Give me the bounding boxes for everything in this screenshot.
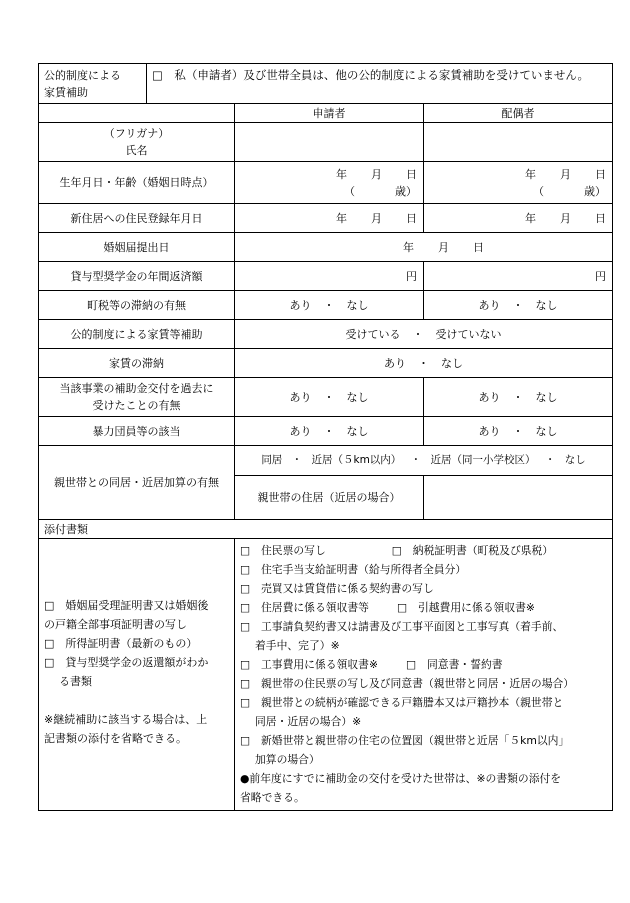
attach-left-note-line1: ※継続補助に該当する場合は、上: [44, 713, 208, 726]
spouse-past-grant-options[interactable]: [424, 378, 613, 417]
option-cohabit[interactable]: 同居: [261, 454, 283, 466]
applicant-birth-field[interactable]: [235, 162, 424, 204]
past-grant-label: [39, 378, 235, 417]
birth-month-label: 月: [371, 167, 382, 181]
parents-address-label: 親世帯の住居（近居の場合）: [235, 476, 424, 520]
header-spouse: 配偶者: [424, 104, 613, 123]
option-separator: ・: [291, 454, 303, 466]
residence-row: [39, 204, 613, 233]
attach-moving-receipt[interactable]: □ 引越費用に係る領収書※: [396, 601, 535, 614]
marriage-day-label: 日: [473, 240, 484, 254]
age-close: 歳）: [395, 184, 417, 198]
past-grant-row: [39, 378, 613, 417]
attach-right-note-line2: 省略できる。: [240, 791, 305, 804]
parents-address-field[interactable]: [424, 476, 613, 520]
applicant-residence-field[interactable]: [235, 204, 424, 233]
option-separator: ・: [410, 454, 422, 466]
birth-label: 生年月日・年齢（婚姻日時点）: [39, 162, 235, 204]
attach-scholarship-doc-cont: る書類: [59, 675, 92, 688]
option-yes[interactable]: あり: [289, 390, 312, 404]
option-separator: ・: [323, 298, 335, 312]
past-grant-label-line2: 受けたことの有無: [92, 399, 181, 412]
option-separator: ・: [323, 424, 335, 438]
public-subsidy-statement[interactable]: □ 私（申請者）及び世帯全員は、他の公的制度による家賃補助を受けていません。: [147, 64, 613, 104]
residence-year-label: 年: [336, 211, 347, 225]
parents-label: 親世帯との同居・近居加算の有無: [39, 446, 235, 520]
age-open: （: [533, 184, 544, 198]
yen-unit: 円: [406, 269, 417, 283]
attach-location-map-cont: 加算の場合）: [255, 753, 320, 766]
option-no[interactable]: なし: [346, 298, 369, 312]
option-not-receiving[interactable]: 受けていない: [435, 327, 502, 341]
rent-arrears-label: 家賃の滞納: [39, 349, 235, 378]
attach-location-map[interactable]: □ 新婚世帯と親世帯の住宅の位置図（親世帯と近居「５km以内」: [240, 734, 570, 747]
birth-row: [39, 162, 613, 204]
residence-day-label: 日: [406, 211, 417, 225]
residence-month-label: 月: [371, 211, 382, 225]
applicant-name-field[interactable]: [235, 123, 424, 162]
birth-day-label: 日: [595, 167, 606, 181]
tax-row: [39, 291, 613, 320]
attach-tax-cert[interactable]: □ 納税証明書（町税及び県税）: [391, 544, 554, 557]
public-subsidy-label-line2: 家賃補助: [44, 86, 88, 99]
attach-marriage-cert-cont: の戸籍全部事項証明書の写し: [44, 618, 187, 631]
option-no[interactable]: なし: [535, 424, 558, 438]
housing-aid-row: [39, 320, 613, 349]
attachments-heading-row: [39, 520, 613, 539]
header-blank: [39, 104, 235, 123]
birth-month-label: 月: [560, 167, 571, 181]
spouse-tax-options[interactable]: [424, 291, 613, 320]
tax-label: 町税等の滞納の有無: [39, 291, 235, 320]
option-yes[interactable]: あり: [289, 298, 312, 312]
attach-construction-receipt[interactable]: □ 工事費用に係る領収書※: [240, 658, 379, 671]
option-receiving[interactable]: 受けている: [345, 327, 401, 341]
past-grant-label-line1: 当該事業の補助金交付を過去に: [59, 382, 214, 395]
public-subsidy-label-line1: 公的制度による: [44, 69, 121, 82]
spouse-gang-options[interactable]: [424, 417, 613, 446]
name-row: [39, 123, 613, 162]
parents-options[interactable]: [235, 446, 613, 476]
gang-row: [39, 417, 613, 446]
attachments-right: [235, 539, 613, 811]
birth-day-label: 日: [406, 167, 417, 181]
attach-housing-receipt[interactable]: □ 住居費に係る領収書等: [240, 601, 369, 614]
option-near-5km[interactable]: 近居（５km以内）: [311, 454, 402, 466]
yen-unit: 円: [595, 269, 606, 283]
marriage-label: 婚姻届提出日: [39, 233, 235, 262]
age-open: （: [344, 184, 355, 198]
rent-arrears-row: [39, 349, 613, 378]
marriage-year-label: 年: [403, 240, 414, 254]
residence-year-label: 年: [525, 211, 536, 225]
spouse-name-field[interactable]: [424, 123, 613, 162]
housing-aid-options[interactable]: [235, 320, 613, 349]
option-near-school-district[interactable]: 近居（同一小学校区）: [430, 454, 536, 466]
applicant-gang-options[interactable]: [235, 417, 424, 446]
option-none[interactable]: なし: [564, 454, 586, 466]
option-separator: ・: [412, 327, 424, 341]
attach-construction-contract-cont: 着手中、完了）※: [255, 639, 340, 652]
attach-family-register[interactable]: □ 親世帯との続柄が確認できる戸籍謄本又は戸籍抄本（親世帯と: [240, 696, 564, 709]
marriage-row: [39, 233, 613, 262]
option-separator: ・: [544, 454, 556, 466]
option-yes[interactable]: あり: [478, 298, 501, 312]
rent-arrears-options[interactable]: [235, 349, 613, 378]
residence-label: 新住居への住民登録年月日: [39, 204, 235, 233]
spouse-birth-field[interactable]: [424, 162, 613, 204]
header-applicant: 申請者: [235, 104, 424, 123]
form-table: [38, 63, 613, 811]
spouse-residence-field[interactable]: [424, 204, 613, 233]
housing-aid-label: 公的制度による家賃等補助: [39, 320, 235, 349]
attach-consent-pledge[interactable]: □ 同意書・誓約書: [406, 658, 503, 671]
age-close: 歳）: [584, 184, 606, 198]
public-subsidy-label: [39, 64, 147, 104]
applicant-tax-options[interactable]: [235, 291, 424, 320]
attachments-left: [39, 539, 235, 811]
option-yes[interactable]: あり: [478, 424, 501, 438]
public-subsidy-row: [39, 64, 613, 104]
option-yes[interactable]: あり: [478, 390, 501, 404]
attach-construction-contract[interactable]: □ 工事請負契約書又は請書及び工事平面図と工事写真（着手前、: [240, 620, 564, 633]
option-yes[interactable]: あり: [384, 356, 406, 370]
attach-resident-card[interactable]: □ 住民票の写し: [240, 544, 326, 557]
applicant-past-grant-options[interactable]: [235, 378, 424, 417]
option-yes[interactable]: あり: [289, 424, 312, 438]
option-separator: ・: [512, 424, 524, 438]
application-form: [38, 63, 612, 810]
attach-right-note-line1: ●前年度にすでに補助金の交付を受けた世帯は、※の書類の添付を: [240, 772, 562, 785]
option-separator: ・: [418, 356, 429, 370]
option-no[interactable]: なし: [535, 298, 558, 312]
parents-row: [39, 446, 613, 476]
attachments-body-row: [39, 539, 613, 811]
option-no[interactable]: なし: [346, 424, 369, 438]
scholarship-row: [39, 262, 613, 291]
column-header-row: [39, 104, 613, 123]
gang-label: 暴力団員等の該当: [39, 417, 235, 446]
option-no[interactable]: なし: [441, 356, 463, 370]
attach-left-note-line2: 記書類の添付を省略できる。: [44, 732, 187, 745]
marriage-date-field[interactable]: [235, 233, 613, 262]
attach-contract-copy[interactable]: □ 売買又は賃貸借に係る契約書の写し: [240, 582, 434, 595]
attach-left-spacer: [44, 691, 230, 710]
applicant-scholarship-field[interactable]: [235, 262, 424, 291]
option-separator: ・: [323, 390, 335, 404]
option-separator: ・: [512, 390, 524, 404]
name-label: [39, 123, 235, 162]
residence-month-label: 月: [560, 211, 571, 225]
residence-day-label: 日: [595, 211, 606, 225]
attach-scholarship-doc[interactable]: □ 貸与型奨学金の返還額がわか: [44, 656, 209, 669]
birth-year-label: 年: [525, 167, 536, 181]
attachments-heading: 添付書類: [39, 520, 613, 539]
attach-parent-resident-card[interactable]: □ 親世帯の住民票の写し及び同意書（親世帯と同居・近居の場合）: [240, 677, 575, 690]
furigana-label: （フリガナ）: [103, 127, 170, 140]
option-no[interactable]: なし: [535, 390, 558, 404]
option-no[interactable]: なし: [346, 390, 369, 404]
attach-family-register-cont: 同居・近居の場合）※: [255, 715, 362, 728]
name-label-text: 氏名: [125, 144, 148, 157]
scholarship-label: 貸与型奨学金の年間返済額: [39, 262, 235, 291]
attach-housing-allowance-cert[interactable]: □ 住宅手当支給証明書（給与所得者全員分）: [240, 563, 467, 576]
attach-income-cert[interactable]: □ 所得証明書（最新のもの）: [44, 637, 198, 650]
option-separator: ・: [512, 298, 524, 312]
attach-marriage-cert[interactable]: □ 婚姻届受理証明書又は婚姻後: [44, 599, 209, 612]
birth-year-label: 年: [336, 167, 347, 181]
marriage-month-label: 月: [438, 240, 449, 254]
spouse-scholarship-field[interactable]: [424, 262, 613, 291]
